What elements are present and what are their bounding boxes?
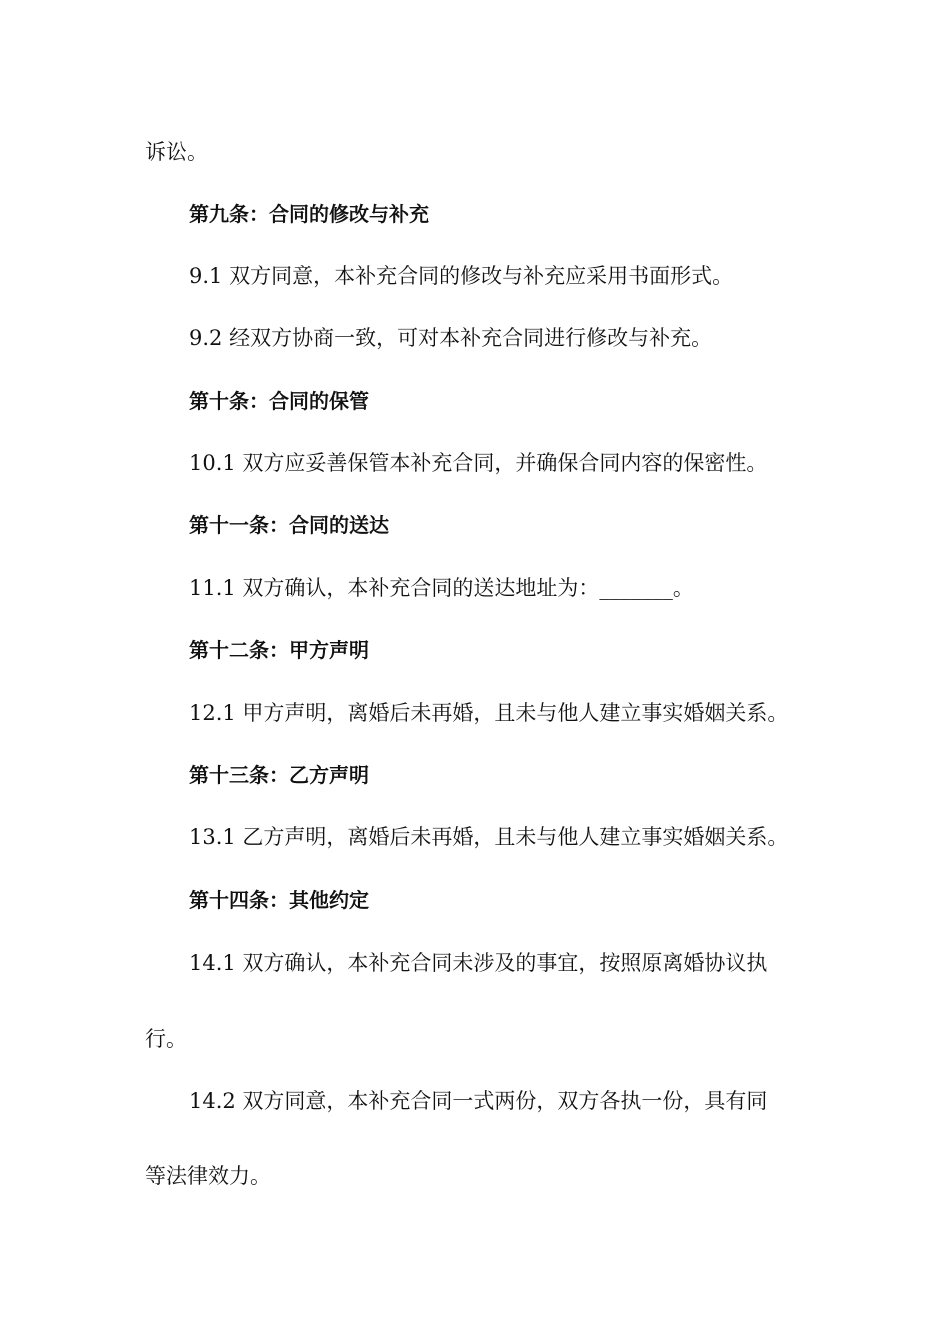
article-14-heading: 第十四条：其他约定 — [189, 888, 369, 912]
article-11-heading: 第十一条：合同的送达 — [189, 513, 389, 537]
paragraph-continuation: 诉讼。 — [145, 140, 208, 164]
clause-14-1-continuation: 行。 — [145, 1027, 187, 1051]
article-9-heading: 第九条：合同的修改与补充 — [189, 202, 429, 226]
clause-13-1: 13.1 乙方声明，离婚后未再婚，且未与他人建立事实婚姻关系。 — [189, 825, 789, 849]
clause-14-2-continuation: 等法律效力。 — [145, 1164, 271, 1188]
clause-14-2: 14.2 双方同意，本补充合同一式两份，双方各执一份，具有同 — [189, 1089, 768, 1113]
clause-9-2: 9.2 经双方协商一致，可对本补充合同进行修改与补充。 — [189, 326, 713, 350]
clause-11-1: 11.1 双方确认，本补充合同的送达地址为：_______。 — [189, 576, 694, 600]
article-12-heading: 第十二条：甲方声明 — [189, 638, 369, 662]
clause-9-1: 9.1 双方同意，本补充合同的修改与补充应采用书面形式。 — [189, 264, 734, 288]
article-10-heading: 第十条：合同的保管 — [189, 389, 369, 413]
article-13-heading: 第十三条：乙方声明 — [189, 763, 369, 787]
clause-10-1: 10.1 双方应妥善保管本补充合同，并确保合同内容的保密性。 — [189, 451, 768, 475]
clause-12-1: 12.1 甲方声明，离婚后未再婚，且未与他人建立事实婚姻关系。 — [189, 701, 789, 725]
clause-14-1: 14.1 双方确认，本补充合同未涉及的事宜，按照原离婚协议执 — [189, 951, 768, 975]
